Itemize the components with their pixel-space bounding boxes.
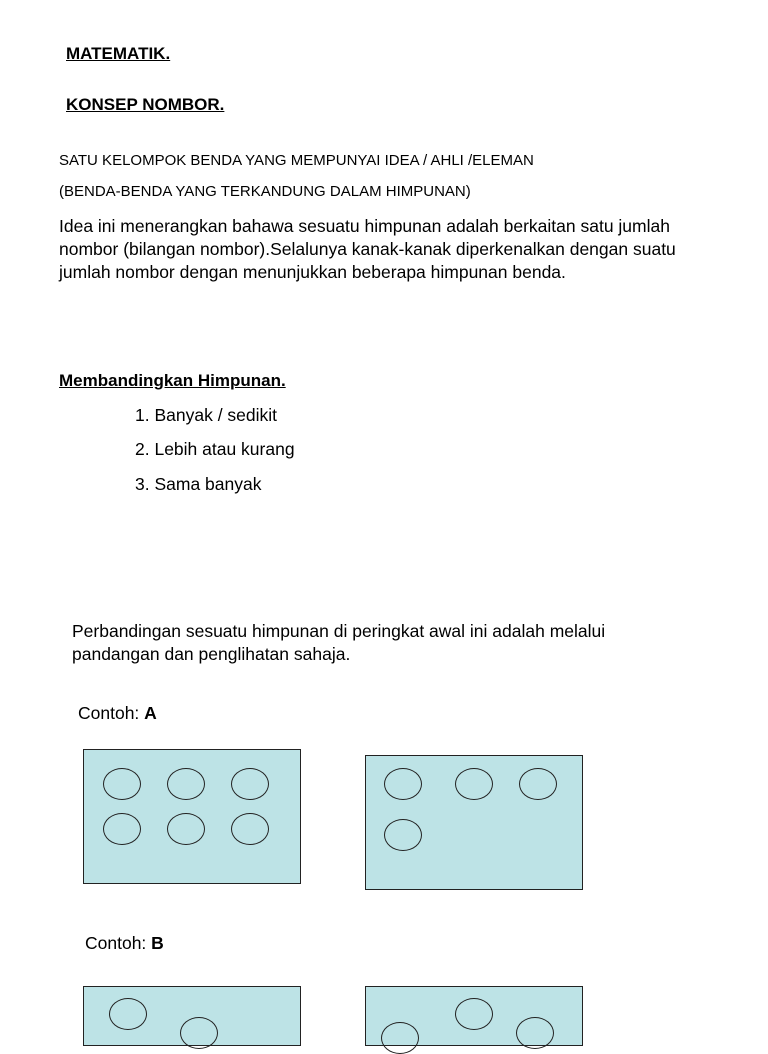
example-a-right-set [365, 755, 583, 890]
set-member-circle [519, 768, 557, 800]
example-b-label: Contoh: B [85, 933, 164, 953]
set-member-circle [109, 998, 147, 1030]
set-member-circle [384, 768, 422, 800]
compare-item-3: 3. Sama banyak [135, 474, 262, 494]
set-member-circle [167, 768, 205, 800]
set-member-circle [231, 813, 269, 845]
example-a-label: Contoh: A [78, 703, 157, 723]
definition-line-2: (BENDA-BENDA YANG TERKANDUNG DALAM HIMPUNAN) [59, 183, 471, 200]
comparison-paragraph: Perbandingan sesuatu himpunan di peringkat awal ini adalah melalui pandangan dan penglihatan sahaja. [72, 621, 606, 664]
set-member-circle [455, 998, 493, 1030]
set-member-circle [384, 819, 422, 851]
compare-heading: Membandingkan Himpunan. [59, 371, 286, 390]
set-member-circle [180, 1017, 218, 1049]
set-member-circle [103, 768, 141, 800]
compare-item-1: 1. Banyak / sedikit [135, 405, 278, 425]
document-title: MATEMATIK. [66, 44, 171, 63]
intro-paragraph: Idea ini menerangkan bahawa sesuatu himpunan adalah berkaitan satu jumlah nombor (bilangan nombor).Selalunya kanak-kanak diperkenalkan dengan suatu jumlah nombor dengan menunjukkan beberapa himpunan benda. [59, 216, 676, 282]
example-b-left-set [83, 986, 301, 1046]
example-b-right-set [365, 986, 583, 1046]
set-member-circle [516, 1017, 554, 1049]
section-title: KONSEP NOMBOR. [66, 95, 225, 114]
definition-line-1: SATU KELOMPOK BENDA YANG MEMPUNYAI IDEA / AHLI /ELEMAN [59, 152, 534, 169]
set-member-circle [455, 768, 493, 800]
set-member-circle [231, 768, 269, 800]
set-member-circle [167, 813, 205, 845]
example-a-left-set [83, 749, 301, 884]
set-member-circle [381, 1022, 419, 1054]
compare-item-2: 2. Lebih atau kurang [135, 439, 295, 459]
set-member-circle [103, 813, 141, 845]
